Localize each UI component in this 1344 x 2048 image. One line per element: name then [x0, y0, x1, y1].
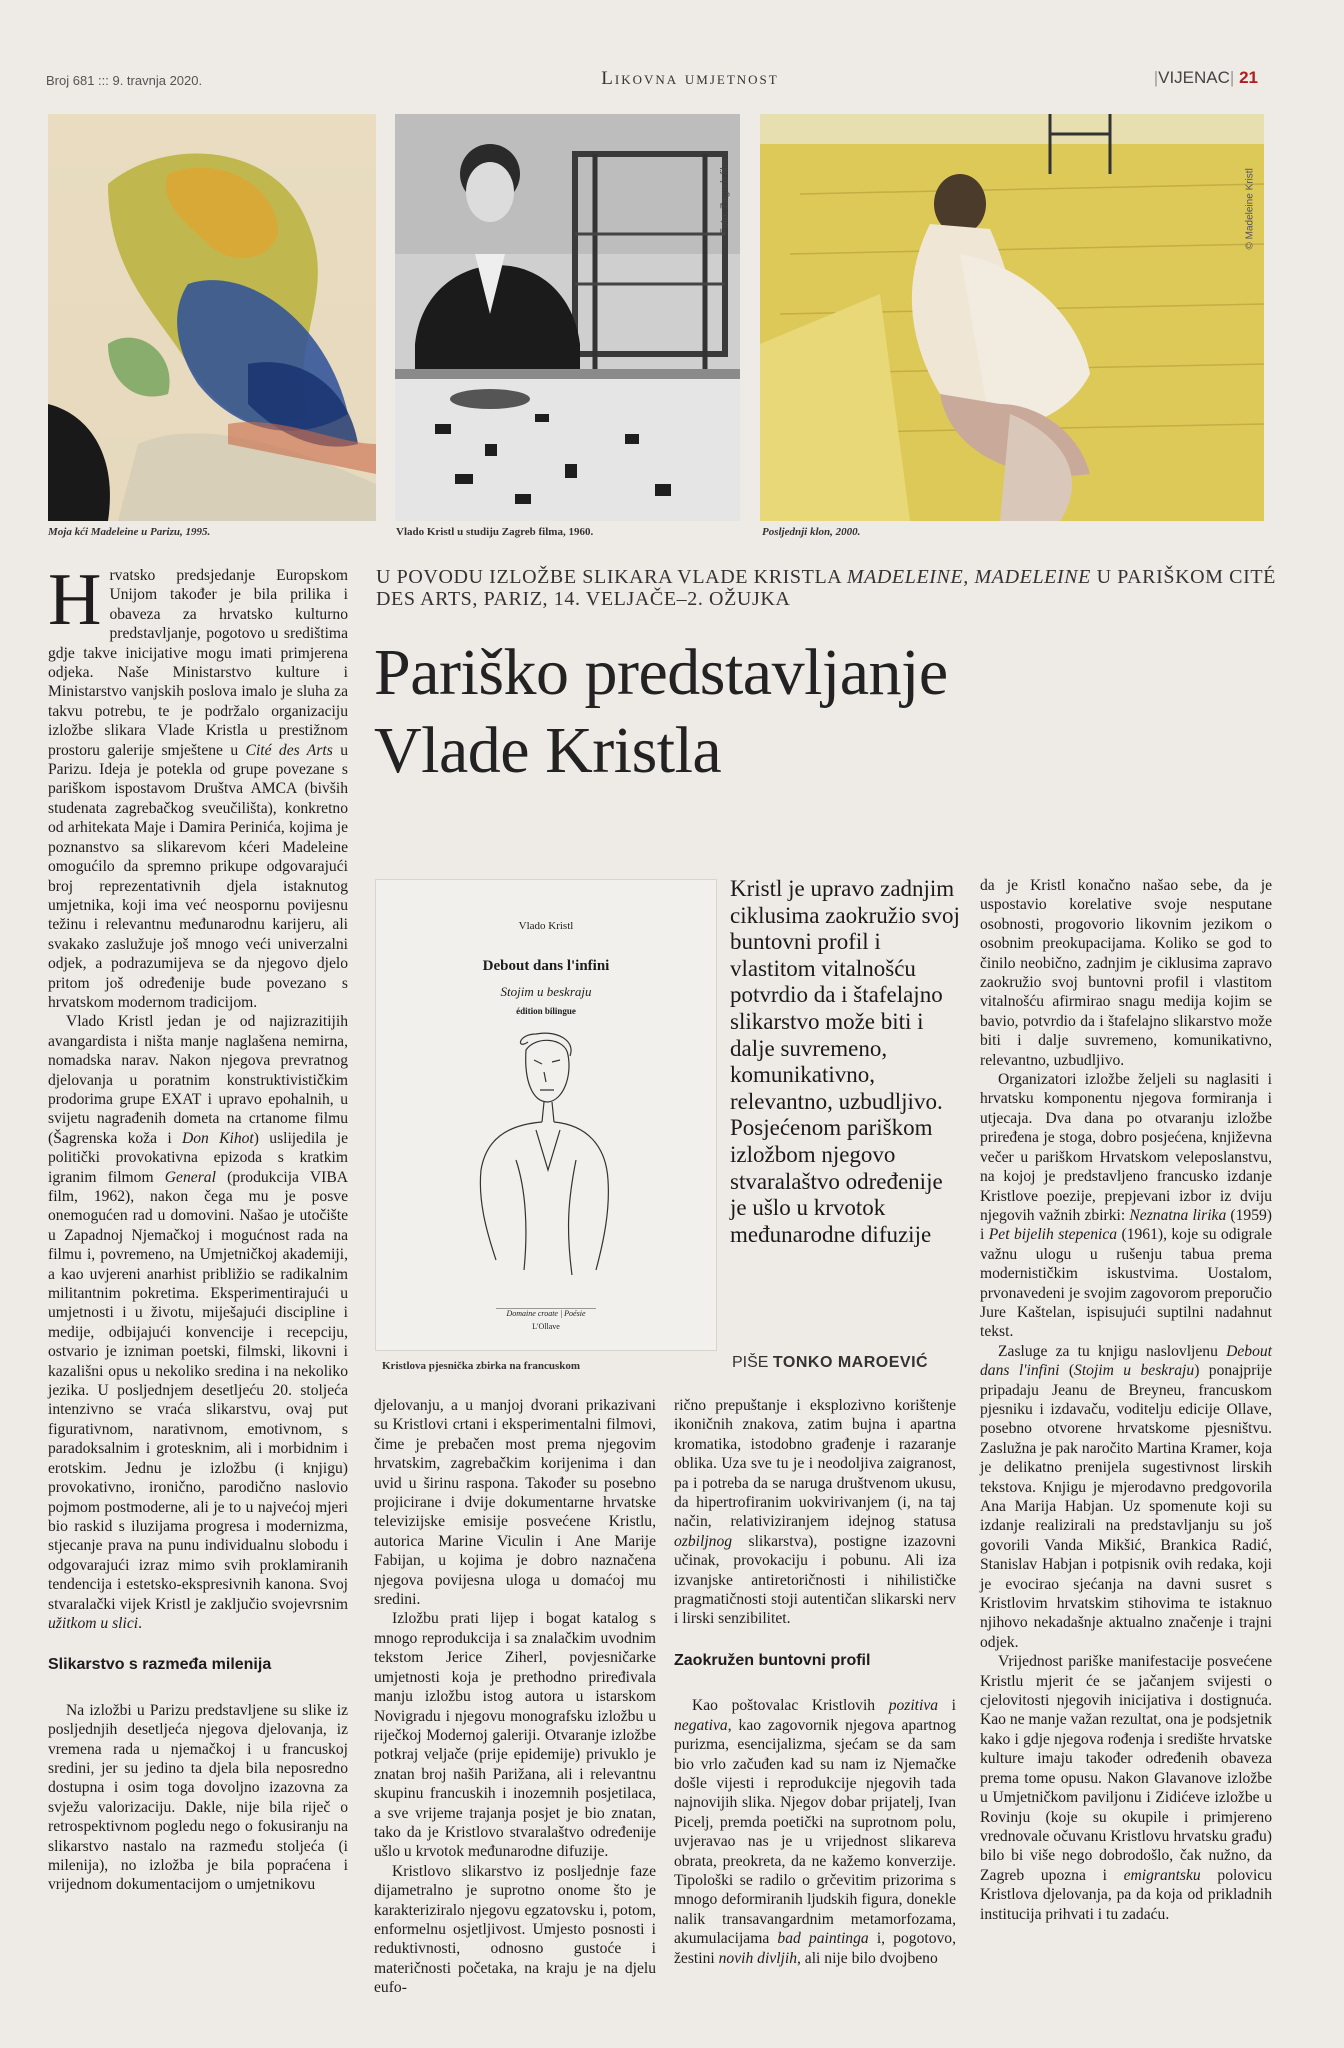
drop-cap: H [48, 559, 102, 641]
book-subtitle: Stojim u beskraju [500, 984, 592, 999]
caption-photo-3: Posljednji klon, 2000. [762, 526, 861, 538]
col2-paragraph-3: Kristlovo slikarstvo iz posljednje faze dijametralno je suprotno onome što je karakteriziralo njegovu egzatovsku i, potom, enformelnu osjetljivost. Umjesto posnosti i reduktivnosti, odnosno gustoće i materičnosti početaka, na kraju je na djelu eufo- [374, 1862, 656, 1997]
caption-photo-1: Moja kći Madeleine u Parizu, 1995. [48, 526, 211, 538]
article-kicker: U POVODU IZLOŽBE SLIKARA VLADE KRISTLA MADELEINE, MADELEINE U PARIŠKOM CITÉ DES ARTS, PARIZ, 14. VELJAČE–2. OŽUJKA [376, 566, 1277, 610]
section-title: Likovna umjetnost [601, 68, 779, 89]
caption-book: Kristlova pjesnička zbirka na francuskom [382, 1360, 581, 1372]
subheading-zaokruzen: Zaokružen buntovni profil [674, 1651, 871, 1669]
page-header-right: |VIJENAC| 21 [1153, 68, 1258, 87]
column-3 [674, 1396, 956, 1968]
col3-paragraph-2: Kao poštovalac Kristlovih pozitiva i negativa, kao zagovornik njegova apartnog purizma, esencijalizma, sjećam se da sam bio vrlo začuđen kad su nam iz Njemačke došle vijesti i reprodukcije njegovih tada najnovijih slika. Njegov dobar prijatelj, Ivan Picelj, premda poetički na suprotnom polu, uvjeravao nas je u vrijednost slikareva obrata, preokreta, da ne kažemo konverzije. Tipološki se radilo o grčevitim prizorima s mnogo deformiranih ljudskih figura, donekle nalik transavangardnim metamorfozama, akumulacijama bad paintinga i, pogotovo, žestini novih divljih, ali nije bilo dvojbeno [674, 1697, 957, 1967]
caption-photo-2: Vlado Kristl u studiju Zagreb filma, 1960. [396, 526, 594, 538]
col2-paragraph-2: Izložbu prati lijep i bogat katalog s mnogo reprodukcija i sa znalačkim uvodnim tekstom Jerice Ziherl, povjesničarke umjetnosti koja je prethodno priređivala manju izložbu istog autora u istarskom Novigradu i njegovu monografsku izložbu u riječkoj Modernoj galeriji. Otvaranje izložbe potkraj veljače (prije epidemije) privuklo je znatan broj naših Parižana, ali i relevantnu skupinu francuskih i inozemnih posjetilaca, a sve vrijeme trajanja posjet je bio znatan, tako da je Kristlovo stvaralaštvo određenije ušlo u krvotok međunarodne difuzije. [374, 1610, 656, 1861]
photo-posljednji-klon [760, 114, 1264, 521]
col4-paragraph-4: Vrijednost pariške manifestacije posvećene Kristlu mjerit će se jačanjem svijesti o cjelovitosti njegovih inicijativa i dostignuća. Kao ne manje važan rezultat, ona je podsjetnik kako i gdje njegova rođenja i središte hrvatske kulture imaju također određenih obaveza prema tome opusu. Nakon Glavanove izložbe u Umjetničkom paviljonu i Zidićeve izložbe u Rovinju (koje su okupile i primjereno vrednovale očuvanu Kristlovu hrvatsku građu) bilo bi više nego dobrodošlo, čak nužno, da Zagreb upozna i emigrantsku polovicu Kristlova djelovanja, pa da koja od prikladnih institucija prihvati i tu zadaću. [980, 1653, 1272, 1923]
book-series: Domaine croate | Poésie [496, 1308, 596, 1318]
book-edition: édition bilingue [516, 1006, 576, 1016]
col1-paragraph-2: Vlado Kristl jedan je od najizrazitijih avangardista i ništa manje naglašena nemirna, nomadska narav. Nakon njegova prevratnog djelovanja u poratnim konstruktivističkim prodorima grupe EXAT i upravo epohalnih, u svijetu nagrađenih dometa na crtanome filmu (Šagrenska koža i Don Kihot) uslijedila je politički provokativna epizoda s kratkim igranim filmom General (produkcija VIBA film, 1962), nakon čega mu je posve onemogućen rad u domovini. Našao je utočište u Zapadnoj Njemačkoj i mogućnost rada na filmu i, povremeno, na Umjetničkoj akademiji, a kao uvjereni anarhist približio se radikalnim militantnim pokretima. Eksperimentirajući u umjetnosti i u životu, miješajući discipline i medije, odbijajući konvencije i recepciju, ostvario je izniman poetski, filmski, likovni i kazališni opus u nekoliko sredina i na nekoliko jezika. U posljednjem desetljeću 20. stoljeća intenzivno se vraća slikarstvu, ovaj put figurativnom, narativnom, emotivnom, s paradoksalnim i grotesknim, ali i morbidnim i erotskim. Jednu je izložbu (i knjigu) provokativno, ironično, parodično naslovio pojmom postmoderne, ali je to u najvećoj mjeri bio raskid s iluzijama progresa i modernizma, stjecanje prava na punu individualnu slobodu i odgovarajući izraz mimo svih proklamiranih tendencija i estetsko-ekspresivnih kanona. Svoj stvaralački vijek Kristl je zaključio svojevrsnim užitkom u slici. [48, 1013, 348, 1632]
column-2 [374, 1396, 656, 1998]
pull-quote: Kristl je upravo zadnjim ciklusima zaokružio svoj buntovni profil i vlastitom vitalnošću potvrdio da i štafelajno slikarstvo može biti i dalje suvremeno, komunikativno, relevantno, uzbudljivo. Posjećenom pariškom izložbom njegovo stvaralaštvo određenije je ušlo u krvotok međunarodne difuzije [730, 876, 960, 1247]
column-4 [980, 876, 1272, 1924]
column-1 [48, 559, 348, 1895]
page-number: 21 [1239, 68, 1258, 87]
book-author: Vlado Kristl [518, 920, 574, 932]
photo-credit-zagreb-film: Foto: Zagreb film [719, 158, 731, 235]
book-publisher: L'Ollave [532, 1322, 560, 1331]
book-portrait-drawing [456, 1030, 636, 1290]
book-title: Debout dans l'infini [482, 958, 610, 974]
col4-paragraph-3: Zasluge za tu knjigu naslovljenu Debout dans l'infini (Stojim u beskraju) ponajprije pripadaju Jeanu de Breyneu, francuskom pjesniku i izdavaču, voditelju edicije Ollave, posebno otvorene hrvatskome pjesništvu. Zaslužna je pak naročito Martina Kramer, koja je delikatno prenijela sugestivnost lirskih tekstova. Knjigu je mjerodavno predgovorila Ana Marija Habjan. Uz spomenute koji su izdanje realizirali na predstavljanju su još govorili Vanda Mikšić, Brankica Radić, Stanislav Habjan i potpisnik ovih redaka, koji je evocirao sjećanja na davni susret s Kristlovim hrvatskim stihovima te istaknuo njihovo nekadašnje aktualno značenje i trajni odjek. [980, 1342, 1273, 1651]
book-cover [376, 880, 716, 1350]
issue-info: Broj 681 ::: 9. travnja 2020. [46, 73, 203, 88]
photo-credit-madeleine: © Madeleine Kristl [1244, 168, 1256, 250]
photo-studio [395, 114, 740, 521]
col4-paragraph-2: Organizatori izložbe željeli su naglasiti i hrvatsku komponentu njegova formiranja i utjecaja. Dva dana po otvaranju izložbe priređena je stoga, dobro posjećena, književna večer u pariškom Hrvatskom veleposlanstvu, na kojoj je predstavljeno francusko izdanje Kristlove poezije, prepjevani izbor iz dviju njegovih važnih zbirki: Neznatna lirika (1959) i Pet bijelih stepenica (1961), koje su odigrale važnu ulogu u rušenju tabua prema modernističkim iskustvima. Uostalom, prvonavedeni je svojim zagovorom preporučio Jure Kaštelan, ispisujući suptilni nadahnut tekst. [980, 1071, 1273, 1341]
article-headline: Pariško predstavljanje Vlade Kristla [374, 636, 948, 787]
col3-paragraph-1: rično prepuštanje i eksplozivno korištenje ikoničnih znakova, zatim bujna i apartna kromatika, istodobno građenje i razaranje oblika. Uza sve tu je i neodoljiva zaigranost, pa i potreba da se naruga društvenom ukusu, da hipertrofiranim uokvirivanjem (i, na taj način, relativiziranjem idejnog statusa ozbiljnog slikarstva), postigne izazovni učinak, provokaciju i pobunu. Ali iza izvanjske antiretoričnosti i nihilističke pragmatičnosti stoji autentičan slikarski nerv i lirski senzibilitet. [674, 1397, 956, 1628]
photo-madeleine [48, 114, 376, 521]
publication-name: VIJENAC [1158, 68, 1230, 87]
col1-paragraph-3: Na izložbi u Parizu predstavljene su slike iz posljednjih desetljeća njegova djelovanja, iz vremena rada u njemačkoj i u francuskoj sredini, jer su jedino ta djela bila neposredno dostupna i osim toga dovoljno izazovna za svježu valorizaciju. Dakle, nije bila riječ o retrospektivnom pogledu nego o fokusiranju na slikarstvo nastalo na razmeđu stoljeća (i milenija), no izložba je bila popraćena i vrijednom dokumentacijom o umjetnikovu [48, 1701, 348, 1894]
col4-paragraph-1: da je Kristl konačno našao sebe, da je uspostavio korelative svoje nesputane osobnosti, progovorio likovnim jezikom o osobnim preokupacijama. Koliko se god to činilo neobično, zadnjim je ciklusima zapravo zaokružio svoj buntovni profil i vlastitom vitalnošću afirmirao snagu medija kojim se bavio, potvrdio da i štafelajno slikarstvo može biti i dalje suvremeno, komunikativno, relevantno, uzbudljivo. [980, 877, 1272, 1069]
col2-paragraph-1: djelovanju, a u manjoj dvorani prikazivani su Kristlovi crtani i eksperimentalni filmovi, čime je prebačen most prema njegovim hrvatskim, zagrebačkim korijenima i dan uvid u širinu raspona. Također su posebno projicirane i dvije dokumentarne hrvatske televizijske emisije posvećene Kristlu, autorica Marine Viculin i Ane Marije Fabijan, u kojima je dobro naznačena njegova povijesna uloga u domaćoj mu sredini. [374, 1397, 656, 1609]
subheading-slikarstvo: Slikarstvo s razmeđa milenija [48, 1656, 272, 1674]
byline: PIŠE TONKO MAROEVIĆ [732, 1354, 929, 1371]
col1-paragraph-1: Hrvatsko predsjedanje Europskom Unijom također je bila prilika i obaveza za hrvatsko kulturno predstavljanje, pogotovo u središtima gdje takve inicijative mogu imati primjerena odjeka. Naše Ministarstvo kulture i Ministarstvo vanjskih poslova imalo je sluha za takvu potrebu, te je podržalo organizaciju izložbe slikara Vlade Kristla u prestižnom prostoru galerije smještene u Cité des Arts u Parizu. Ideja je potekla od grupe povezane s pariškom ispostavom Društva AMCA (bivših studenata zagrebačkog sveučilišta), konkretno od arhitekata Maje i Damira Perinića, kojima je poznanstvo sa slikarevom kćeri Madeleine omogućilo da spremno prikupe odgovarajući broj reprezentativnih djela istaknutog umjetnika, koji ima već neospornu povijesnu težinu i relevantnu međunarodnu karijeru, ali svakako zaslužuje još mnogo veći univerzalni odjek, a podrazumijeva se da njegovo djelo pritom još određenije bude povezano s hrvatskom modernom tradicijom. [48, 559, 348, 1011]
